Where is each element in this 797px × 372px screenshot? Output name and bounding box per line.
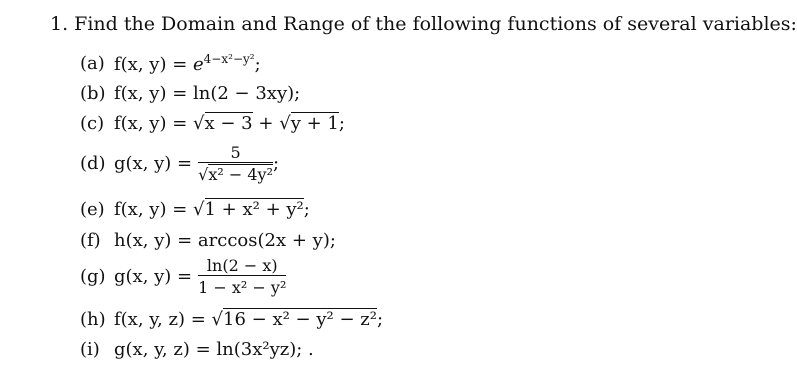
formula: h(x, y) = arccos(2x + y); [114,230,336,251]
problem-a [80,52,261,75]
problem-label: (i) [80,339,100,360]
radical-sign: √ [193,199,205,220]
terminator: ; [376,309,384,330]
problem-c [80,113,345,134]
formula [114,52,261,75]
numerator: ln(2 − x) [206,256,278,275]
formula-lhs: g(x, y) = [114,153,193,174]
problem-e [80,199,310,220]
problem-label: (e) [80,199,105,220]
problem-label: (h) [80,309,106,330]
formula-lhs: f(x, y) = [114,199,188,220]
formula [114,256,286,297]
radical-sign: √ [279,113,291,134]
radical-sign: √ [211,309,224,330]
formula-lhs: f(x, y) = [114,54,188,75]
terminator: ; [273,153,280,174]
formula-lhs: f(x, y) = [114,113,188,134]
problem-label: (g) [80,266,106,287]
radicand: x² − 4y² [208,165,273,184]
formula [114,113,345,134]
terminator: ; [254,54,261,75]
terminator: ; [338,113,345,134]
radical-sign: √ [193,113,205,134]
problem-label: (a) [80,53,105,74]
denominator: 1 − x² − y² [198,275,286,297]
formula [114,199,310,220]
problem-label: (f) [80,230,101,251]
radicand: y + 1 [290,113,339,134]
problem-label: (d) [80,153,106,174]
radical-sign: √ [198,165,209,184]
problem-h [80,309,383,330]
denominator [198,162,273,184]
problem-b [80,83,300,104]
formula-lhs: f(x, y, z) = [114,309,206,330]
formula [114,309,383,330]
radicand: x − 3 [204,113,253,134]
plus-sign: + [258,113,274,134]
problem-i [80,339,314,360]
formula: g(x, y, z) = ln(3x²yz); . [114,339,314,360]
exercise-heading: 1. Find the Domain and Range of the following functions of several variables: [50,13,797,35]
terminator: ; [303,199,310,220]
fraction [198,256,286,297]
problem-label: (b) [80,83,106,104]
formula: f(x, y) = ln(2 − 3xy); [114,83,301,104]
fraction [198,143,273,184]
exponent: 4−x²−y² [203,52,255,66]
formula [114,143,279,184]
problem-g [80,256,286,297]
problem-d [80,143,279,184]
problem-f [80,230,336,251]
numerator: 5 [230,143,241,162]
exp-base: e [193,54,204,75]
radicand: 1 + x² + y² [204,199,304,220]
formula-lhs: g(x, y) = [114,266,193,287]
problem-label: (c) [80,113,105,134]
radicand: 16 − x² − y² − z² [223,309,377,330]
